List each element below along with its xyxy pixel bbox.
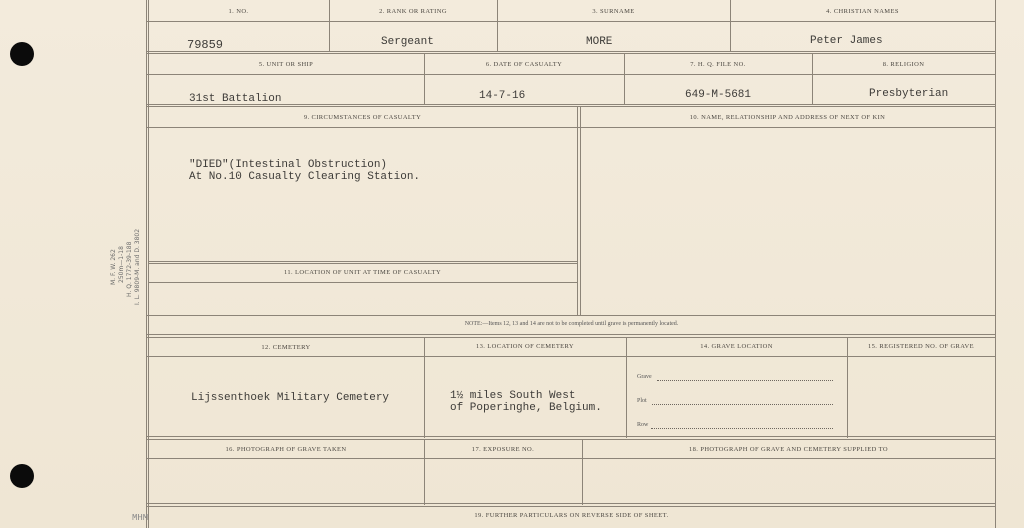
plot-label: Plot [637, 398, 647, 404]
value-circumstances-line-2: At No.10 Casualty Clearing Station. [189, 171, 421, 183]
value-location-of-cemetery-line-1: 1½ miles South West [450, 390, 576, 402]
label-rank: 2. RANK OR RATING [379, 8, 447, 15]
label-location-of-cemetery: 13. LOCATION OF CEMETERY [475, 343, 575, 350]
value-hq-file-no: 649-M-5681 [685, 89, 752, 101]
label-exposure-no: 17. EXPOSURE NO. [471, 446, 535, 453]
grave-dotted-line [657, 380, 833, 381]
label-unit: 5. UNIT OR SHIP [258, 61, 314, 68]
label-hq-file-no: 7. H. Q. FILE NO. [690, 61, 746, 68]
label-photograph-supplied-to: 18. PHOTOGRAPH OF GRAVE AND CEMETERY SUPPLIED TO [688, 446, 889, 453]
margin-stamp-line-1: M. F. W. 262 [110, 249, 117, 285]
value-number: 79859 [187, 38, 224, 52]
plot-dotted-line [652, 404, 833, 405]
row-label: Row [637, 422, 649, 428]
initials-mark: MHM [132, 513, 149, 523]
row-dotted-line [651, 428, 833, 429]
margin-stamp-line-3: H. Q. 1772-39-188 [126, 241, 133, 297]
label-date-of-casualty: 6. DATE OF CASUALTY [485, 61, 563, 68]
label-grave-location: 14. GRAVE LOCATION [700, 343, 773, 350]
value-surname: MORE [586, 36, 613, 48]
punch-hole-top [10, 42, 34, 66]
value-religion: Presbyterian [869, 88, 949, 100]
value-circumstances-line-1: "DIED"(Intestinal Obstruction) [189, 159, 388, 171]
punch-hole-bottom [10, 464, 34, 488]
label-cemetery: 12. CEMETERY [261, 344, 311, 351]
note-text: NOTE:—Items 12, 13 and 14 are not to be completed until grave is permanently located. [464, 321, 679, 327]
label-further-particulars: 19. FURTHER PARTICULARS ON REVERSE SIDE OF SHEET. [474, 512, 669, 519]
label-christian-names: 4. CHRISTIAN NAMES [826, 8, 899, 15]
label-next-of-kin: 10. NAME, RELATIONSHIP AND ADDRESS OF NEXT OF KIN [689, 114, 886, 121]
value-rank: Sergeant [381, 36, 434, 48]
label-circumstances: 9. CIRCUMSTANCES OF CASUALTY [303, 114, 422, 121]
label-religion: 8. RELIGION [882, 61, 925, 68]
label-location-of-unit: 11. LOCATION OF UNIT AT TIME OF CASUALTY [283, 269, 442, 276]
label-surname: 3. SURNAME [592, 8, 635, 15]
margin-stamp-line-2: 250m—1-18 [118, 246, 125, 283]
value-christian-names: Peter James [810, 35, 883, 47]
value-unit: 31st Battalion [189, 93, 282, 105]
grave-label: Grave [637, 374, 652, 380]
value-cemetery: Lijssenthoek Military Cemetery [191, 392, 390, 404]
margin-stamp [104, 215, 152, 325]
label-registered-no: 15. REGISTERED NO. OF GRAVE [867, 343, 975, 350]
margin-stamp-line-4: I. L. 9809-M. and D. 3802 [134, 228, 141, 305]
label-number: 1. NO. [228, 8, 249, 15]
value-location-of-cemetery-line-2: of Poperinghe, Belgium. [450, 402, 602, 414]
value-date-of-casualty: 14-7-16 [479, 90, 526, 102]
label-photograph-taken: 16. PHOTOGRAPH OF GRAVE TAKEN [225, 446, 347, 453]
